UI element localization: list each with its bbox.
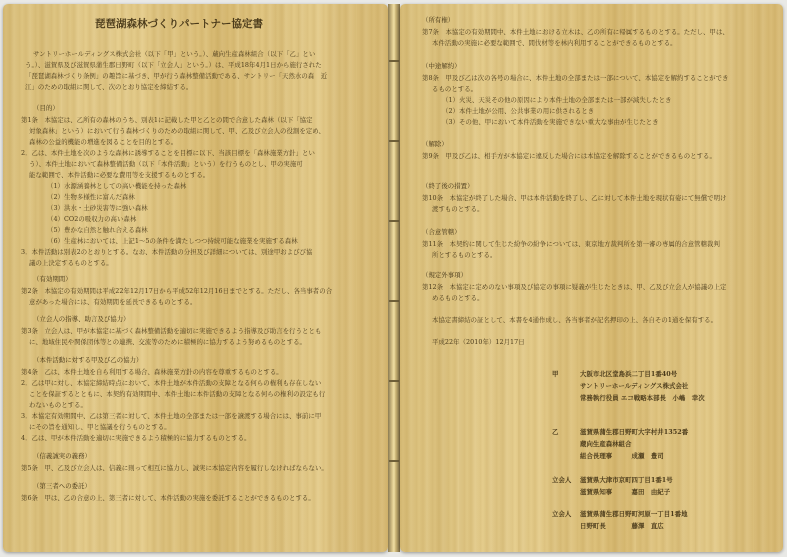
- agreement-board-right: [400, 4, 783, 552]
- text-line: わないものとする。: [29, 401, 87, 409]
- list-item: （1）水源涵養林としての高い機能を持った森林: [47, 182, 187, 190]
- section-heading: （解除）: [422, 140, 448, 148]
- document-title: 琵琶湖森林づくりパートナー協定書: [95, 18, 263, 30]
- list-item: （4）CO2の吸収力の高い森林: [47, 215, 137, 223]
- text-line: 森林の公益的機能の増進を図ることを目的とする。: [29, 138, 178, 146]
- section-heading: （中途解約）: [422, 62, 461, 70]
- text-line: 本件活動の実施に必要な範囲で、間伐材等を林内利用することができるものとする。: [432, 39, 677, 47]
- section-heading: （本件活動に対する甲及び乙の協力）: [33, 356, 143, 364]
- party-a-address: 大阪市北区堂島浜二丁目1番40号: [580, 370, 678, 378]
- text-line: う。）、滋賀県及び滋賀県蒲生郡日野町（以下「立会人」という。）は、平成18年4月1日から施行された: [25, 61, 322, 69]
- text-line: 第4条 乙は、本件土地を自ら利用する場合、森林施業方針の内容を尊重するものとする。: [21, 368, 283, 376]
- list-item: （2）本件土地が公用、公共事業の用に供されるとき: [442, 107, 595, 115]
- section-heading: （規定外事項）: [422, 271, 468, 279]
- text-line: 第9条 甲及び乙は、相手方が本協定に違反した場合には本協定を解除することができるものとする。: [422, 152, 716, 160]
- text-line: う）、本件土地において森林整備活動（以下「本件活動」という）を行うものとし、甲の実施可: [29, 160, 303, 168]
- text-line: 対象森林」という）において行う森林づくりのための取組に関して、甲、乙及び立会人の役割を定め、: [29, 127, 325, 135]
- text-line: にその旨を通知し、甲と協議を行うものとする。: [29, 423, 171, 431]
- section-heading: （立会人の指導、助言及び協力）: [33, 315, 130, 323]
- text-line: 渡すものとする。: [432, 205, 484, 213]
- text-line: 3．本協定有効期間中、乙は第三者に対して、本件土地の全部または一部を譲渡する場合には、事前に甲: [21, 412, 322, 420]
- text-line: 議の上決定するものとする。: [29, 259, 113, 267]
- text-line: 第5条 甲、乙及び立会人は、信義に則って相互に協力し、誠実に本協定内容を履行しなければならない。: [21, 464, 328, 472]
- text-line: サントリーホールディングス株式会社（以下「甲」という。）、蔵向生産森林組合（以下「乙」とい: [33, 50, 316, 58]
- witness-pref-address: 滋賀県大津市京町四丁目1番1号: [580, 476, 673, 484]
- text-line: めるものとする。: [432, 294, 484, 302]
- section-heading: （合意管轄）: [422, 228, 461, 236]
- list-item: （3）洪水・土砂災害等に強い森林: [47, 204, 148, 212]
- text-line: 第6条 甲は、乙の合意の上、第三者に対して、本件活動の実施を委託することができるものとする。: [21, 494, 315, 502]
- agreement-date: 平成22年（2010年）12月17日: [432, 338, 525, 346]
- text-line: 意があった場合には、有効期間を延長できるものとする。: [29, 298, 197, 306]
- list-item: （5）豊かな自然と触れ合える森林: [47, 226, 148, 234]
- section-heading: （第三者への委託）: [33, 482, 91, 490]
- list-item: （2）生物多様性に富んだ森林: [47, 193, 135, 201]
- party-a-rep: 常務執行役員 エコ戦略本部長 小嶋 幸次: [580, 394, 705, 402]
- section-heading: （終了後の措置）: [422, 182, 474, 190]
- text-line: 第10条 本協定が終了した場合、甲は本件活動を終了し、乙に対して本件土地を現状有姿にて無償で明け: [422, 194, 727, 202]
- hinge-knuckle: [389, 460, 399, 462]
- text-line: 第3条 立会人は、甲が本協定に基づく森林整備活動を適切に実施できるよう指導及び助言を行うととも: [21, 327, 322, 335]
- party-a-name: サントリーホールディングス株式会社: [580, 382, 689, 390]
- agreement-board-left: [3, 4, 388, 552]
- closing-statement: 本協定書締結の証として、本書を4通作成し、各当事者が記名押印の上、各自その1通を保有する。: [432, 316, 718, 324]
- party-a-label: 甲: [552, 370, 559, 378]
- text-line: 第1条 本協定は、乙所有の森林のうち、別表1に記載した甲と乙との間で合意した森林（以下「協定: [21, 116, 313, 124]
- binder-hinge: [388, 4, 400, 552]
- text-line: 能な範囲で、本件活動に必要な費用等を支援するものとする。: [29, 171, 210, 179]
- text-line: 第7条 本協定の有効期間中、本件土地における立木は、乙の所有に帰属するものとする。ただし、甲は、: [422, 28, 729, 36]
- text-line: 3．本件活動は別表2のとおりとする。なお、本件活動の分担及び詳細については、別途甲およびび協: [21, 248, 313, 256]
- hinge-knuckle: [389, 300, 399, 302]
- list-item: （3）その他、甲において本件活動を実施できない重大な事由が生じたとき: [442, 118, 659, 126]
- section-heading: （有効期間）: [33, 275, 72, 283]
- text-line: 第8条 甲及び乙は次の各号の場合に、本件土地の全部または一部について、本協定を解約することができ: [422, 74, 729, 82]
- section-heading: （所有権）: [422, 16, 455, 24]
- party-b-rep: 組合長理事 成瀬 豊司: [580, 452, 664, 460]
- party-b-address: 滋賀県蒲生郡日野町大字村井1352番: [580, 428, 689, 436]
- section-heading: （目的）: [33, 104, 59, 112]
- hinge-knuckle: [389, 380, 399, 382]
- text-line: ことを保証するとともに、本契約有効期間中、本件土地に本件活動の支障となる何らの権利の設定も行: [29, 390, 326, 398]
- text-line: るものとする。: [432, 85, 478, 93]
- witness-town-name: 日野町長 藤澤 直広: [580, 522, 664, 530]
- text-line: 第11条 本契約に関して生じた紛争の紛争については、東京地方裁判所を第一審の専属的合意管轄裁判: [422, 240, 720, 248]
- text-line: に、地域住民や関係団体等との連携、交流等のために積極的に協力するよう努めるものとする。: [29, 338, 306, 346]
- text-line: 第2条 本協定の有効期間は平成22年12月17日から平成52年12月16日までとする。ただし、各当事者の合: [21, 287, 333, 295]
- list-item: （6）生産林においては、上記1～5の条件を満たしつつ持続可能な施業を実施する森林: [47, 237, 298, 245]
- list-item: （1）火災、天災その他の原因により本件土地の全部または一部が減失したとき: [442, 96, 672, 104]
- text-line: 2．乙は、本件土地を次のような森林に誘導することを目標に以下、当該目標を「森林施業方針」とい: [21, 149, 315, 157]
- hinge-knuckle: [389, 60, 399, 62]
- text-line: 江」のための取組に関して、次のとおり協定を締結する。: [25, 83, 193, 91]
- party-b-name: 蔵向生産森林組合: [580, 440, 632, 448]
- witness-pref-name: 滋賀県知事 嘉田 由紀子: [580, 488, 671, 496]
- party-b-label: 乙: [552, 428, 559, 436]
- text-line: 「琵琶湖森林づくり条例」の趣旨に基づき、甲が行う森林整備活動である、サントリー「天然水の森 近: [25, 72, 328, 80]
- witness-town-address: 滋賀県蒲生郡日野町河原一丁目1番地: [580, 510, 688, 518]
- text-line: 4．乙は、甲が本件活動を適切に実施できるよう積極的に協力するものとする。: [21, 434, 251, 442]
- witness-town-label: 立会人: [552, 510, 572, 518]
- text-line: 第12条 本協定に定めのない事項及び協定の事項に疑義が生じたときは、甲、乙及び立会人が協議の上定: [422, 283, 727, 291]
- text-line: 2．乙は甲に対し、本協定締結時点において、本件土地が本件活動の支障となる何らの権利も存在しない: [21, 379, 322, 387]
- witness-pref-label: 立会人: [552, 476, 572, 484]
- text-line: 所とするものとする。: [432, 251, 497, 259]
- hinge-knuckle: [389, 220, 399, 222]
- section-heading: （信義誠実の義務）: [33, 452, 91, 460]
- hinge-knuckle: [389, 140, 399, 142]
